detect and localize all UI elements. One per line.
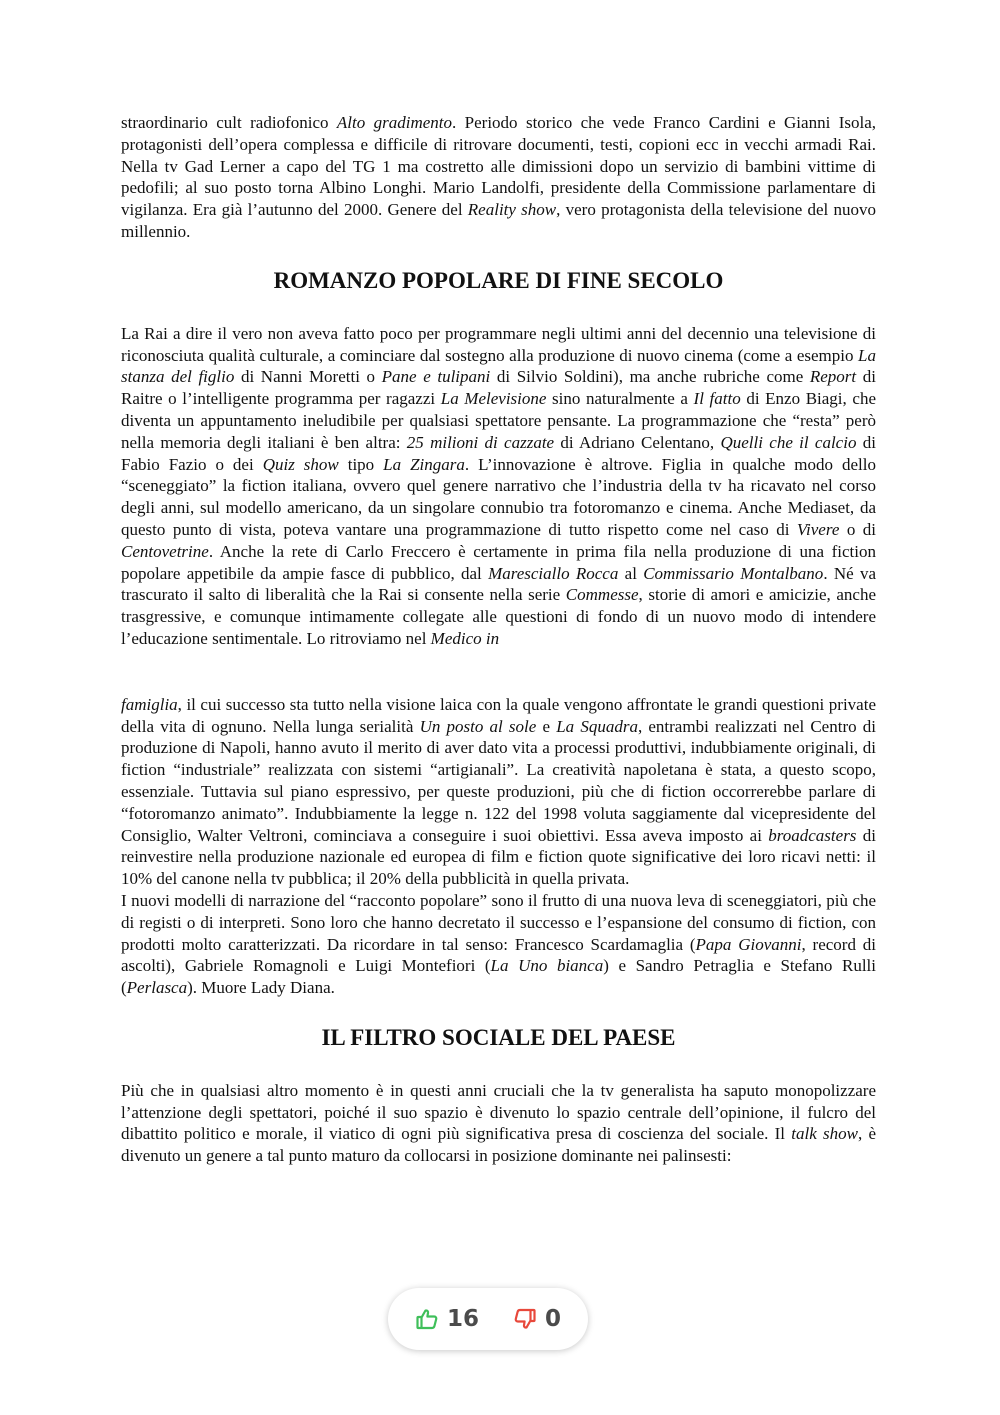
text-run: , vero protagonista della televisione del nuovo millennio.: [121, 200, 876, 241]
text-run: , record di ascolti), Gabriele Romagnoli e Luigi Montefiori (: [121, 934, 876, 976]
dislike-button[interactable]: [513, 1306, 561, 1332]
italic-text: Centovetrine: [121, 541, 209, 561]
italic-text: Un posto al sole: [419, 716, 537, 736]
text-run: ). Muore Lady Diana.: [187, 978, 335, 998]
document-page: [121, 112, 876, 1167]
text-run: , il cui successo sta tutto nella visione laica con la quale vengono affrontate le grandi questioni private della vita di ognuno. Nella lunga serialità: [121, 694, 876, 736]
italic-text: famiglia: [121, 694, 178, 714]
text-run: La Rai a dire il vero non aveva fatto poco per programmare negli ultimi anni del decennio una televisione di riconosciuta qualità culturale, a cominciare dal sostegno alla produzione di nuovo cinema (come a esempio: [121, 323, 876, 365]
text-run: . L’innovazione è altrove. Figlia in qualche modo dello “sceneggiato” la fiction italiana, ovvero quel genere narrativo che l’industria della tv ha ricavato nel corso degli anni, sul modello americano, da un singolare connubio tra fotoromanzo e cinema. Anche Mediaset, da questo punto di vista, poteva vantare una programmazione di tutto rispetto come nel caso di: [121, 454, 877, 539]
italic-text: Alto gradimento: [336, 113, 453, 132]
italic-text: broadcasters: [768, 825, 857, 845]
italic-text: Commesse: [565, 585, 639, 605]
text-run: sino naturalmente a: [546, 389, 694, 409]
like-count: 16: [446, 1306, 479, 1332]
italic-text: La Squadra: [556, 716, 638, 736]
italic-text: Pane e tulipani: [381, 367, 491, 387]
text-run: . Periodo storico che vede Franco Cardini e Gianni Isola, protagonisti dell’opera complessa e difficile di ritrovare documenti, testi, copioni ecc in vecchi armadi Rai. Nella tv Gad Lerner a capo del TG 1 ma costretto alle dimissioni dopo un servizio di bambini vittime di pedofili; al suo posto torna Albino Longhi. Mario Landolfi, presidente della Commissione parlamentare di vigilanza. Era già l’autunno del 2000. Genere del: [121, 113, 876, 220]
vote-bar: [388, 1288, 588, 1350]
italic-text: Medico in: [430, 628, 500, 648]
italic-text: Il fatto: [693, 389, 741, 409]
italic-text: Quelli che il calcio: [720, 432, 857, 452]
text-run: Più che in qualsiasi altro momento è in questi anni cruciali che la tv generalista ha saputo monopolizzare l’attenzione degli spettatori, poiché il suo spazio è divenuto lo spazio centrale dell’opinione, il fulcro del dibattito politico e morale, il viatico di ogni più significativa presa di coscienza del sociale. Il: [121, 1080, 876, 1144]
text-run: e: [536, 716, 557, 736]
like-button[interactable]: [415, 1306, 479, 1332]
text-run: , storie di amori e amicizie, anche trasgressive, e comunque intimamente collegate alle questioni di fondo di un nuovo modo di intendere l’educazione sentimentale. Lo ritroviamo nel: [121, 585, 876, 648]
text-run: di Fabio Fazio o dei: [121, 432, 876, 474]
section-heading: IL FILTRO SOCIALE DEL PAESE: [321, 1024, 676, 1050]
italic-text: La Uno bianca: [490, 956, 604, 976]
italic-text: Vivere: [796, 519, 840, 539]
italic-text: Papa Giovanni: [695, 934, 802, 954]
thumbs-down-icon: [513, 1307, 537, 1331]
italic-text: Report: [809, 367, 857, 387]
paragraph: [121, 694, 876, 890]
text-run: di Enzo Biagi, che diventa un appuntamento ineludibile per qualsiasi spettatore pensante. La programmazione che “resta” però nella memoria degli italiani è ben altra:: [121, 389, 876, 452]
text-run: . Anche la rete di Carlo Freccero è certamente in prima fila nella produzione di una fiction popolare appetibile da ampie fasce di pubblico, dal: [121, 541, 876, 583]
italic-text: Quiz show: [262, 454, 339, 474]
text-run: . Né va trascurato il salto di liberalità che la Rai si consente nella serie: [121, 563, 877, 605]
paragraph: [121, 1080, 876, 1167]
paragraph: [121, 890, 876, 999]
italic-text: Reality show: [467, 200, 557, 220]
text-run: straordinario cult radiofonico: [121, 113, 337, 132]
italic-text: 25 milioni di cazzate: [406, 432, 555, 452]
italic-text: talk show: [791, 1124, 858, 1144]
section-heading: ROMANZO POPOLARE DI FINE SECOLO: [273, 267, 724, 293]
text-run: di reinvestire nella produzione nazionale ed europea di film e fiction quote significative dei loro ricavi netti: il 10% del canone nella tv pubblica; il 20% della pubblicità in quella privata.: [121, 825, 876, 889]
italic-text: Maresciallo Rocca: [488, 563, 619, 583]
paragraph: [121, 323, 876, 650]
text-run: di Nanni Moretti o: [234, 367, 382, 387]
text-run: di Adriano Celentano,: [554, 432, 721, 452]
italic-text: La Melevisione: [440, 389, 547, 409]
text-run: , è divenuto un genere a tal punto maturo da collocarsi in posizione dominante nei palinsesti:: [121, 1124, 876, 1166]
text-run: di Silvio Soldini), ma anche rubriche come: [490, 367, 810, 387]
thumbs-up-icon: [415, 1307, 439, 1331]
italic-text: Commissario Montalbano: [643, 563, 824, 583]
text-run: tipo: [338, 454, 384, 474]
text-run: di Raitre o l’intelligente programma per ragazzi: [121, 367, 876, 409]
dislike-count: 0: [545, 1306, 562, 1332]
italic-text: Perlasca: [126, 978, 188, 998]
text-run: ) e Sandro Petraglia e Stefano Rulli (: [121, 956, 876, 998]
text-run: al: [618, 563, 644, 583]
paragraph: [121, 112, 876, 243]
text-run: o di: [839, 519, 876, 539]
text-run: I nuovi modelli di narrazione del “racconto popolare” sono il frutto di una nuova leva di sceneggiatori, più che di registi o di interpreti. Sono loro che hanno decretato il successo e l’espansione del consumo di fiction, con prodotti molto caratterizzati. Da ricordare in tal senso: Francesco Scardamaglia (: [121, 890, 876, 954]
text-run: , entrambi realizzati nel Centro di produzione di Napoli, hanno avuto il merito di aver dato vita a processi produttivi, indubbiamente originali, di fiction “industriale” realizzata con sistemi “artigianali”. La creatività napoletana è stata, a questo scopo, essenziale. Tuttavia sul piano espressivo, per queste produzioni, più che di fiction occorrerebbe parlare di “fotoromanzo animato”. Indubbiamente la legge n. 122 del 1998 voluta saggiamente dal vicepresidente del Consiglio, Walter Veltroni, cominciava a conseguire i suoi obiettivi. Essa aveva imposto ai: [121, 716, 877, 845]
italic-text: La stanza del figlio: [121, 345, 876, 387]
italic-text: La Zingara: [383, 454, 465, 474]
